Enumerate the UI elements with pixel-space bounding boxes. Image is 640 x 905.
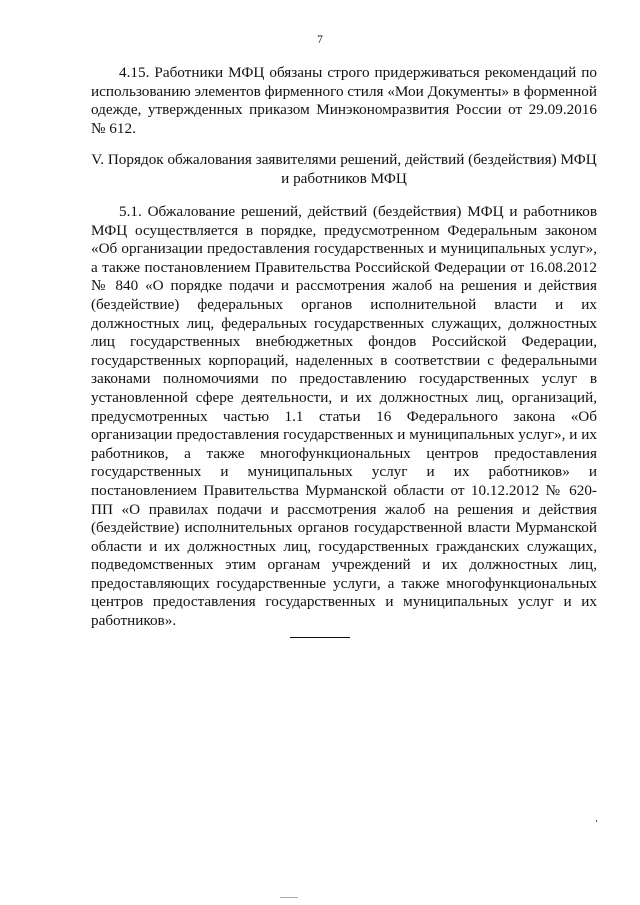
end-separator-line xyxy=(290,637,350,638)
page-number: 7 xyxy=(317,34,323,46)
section-heading: V. Порядок обжалования заявителями решений, действий (бездействия) МФЦ и работников МФЦ xyxy=(91,151,597,187)
paragraph-5-1: 5.1. Обжалование решений, действий (бездействия) МФЦ и работников МФЦ осуществляется в порядке, предусмотренном Федеральным законом «Об организации предоставления государственных и муниципальных услуг», а также постановлением Правительства Российской Федерации от 16.08.2012 № 840 «О порядке подачи и рассмотрения жалоб на решения и действия (бездействие) федеральных органов исполнительной власти и их должностных лиц, федеральных государственных служащих, должностных лиц государственных внебюджетных фондов Российской Федерации, государственных корпораций, наделенных в соответствии с федеральными законами полномочиями по предоставлению государственных услуг в установленной сфере деятельности, и их должностных лиц, организаций, предусмотренных частью 1.1 статьи 16 Федерального закона «Об организации предоставления государственных и муниципальных услуг», и их работников, а также многофункциональных центров предоставления государственных и муниципальных услуг и их работников» и постановлением Правительства Мурманской области от 10.12.2012 № 620-ПП «О правилах подачи и рассмотрения жалоб на решения и действия (бездействие) исполнительных органов государственной власти Мурманской области и их должностных лиц, государственных гражданских служащих, подведомственных этим органам учреждений и их должностных лиц, предоставляющих государственные услуги, а также многофункциональных центров предоставления государственных и муниципальных услуг и их работников». xyxy=(91,203,597,630)
scan-speck xyxy=(280,897,298,898)
scan-speck xyxy=(596,820,597,822)
paragraph-4-15: 4.15. Работники МФЦ обязаны строго придерживаться рекомендаций по использованию элементов фирменного стиля «Мои Документы» в форменной одежде, утвержденных приказом Минэкономразвития России от 29.09.2016 № 612. xyxy=(91,64,597,137)
